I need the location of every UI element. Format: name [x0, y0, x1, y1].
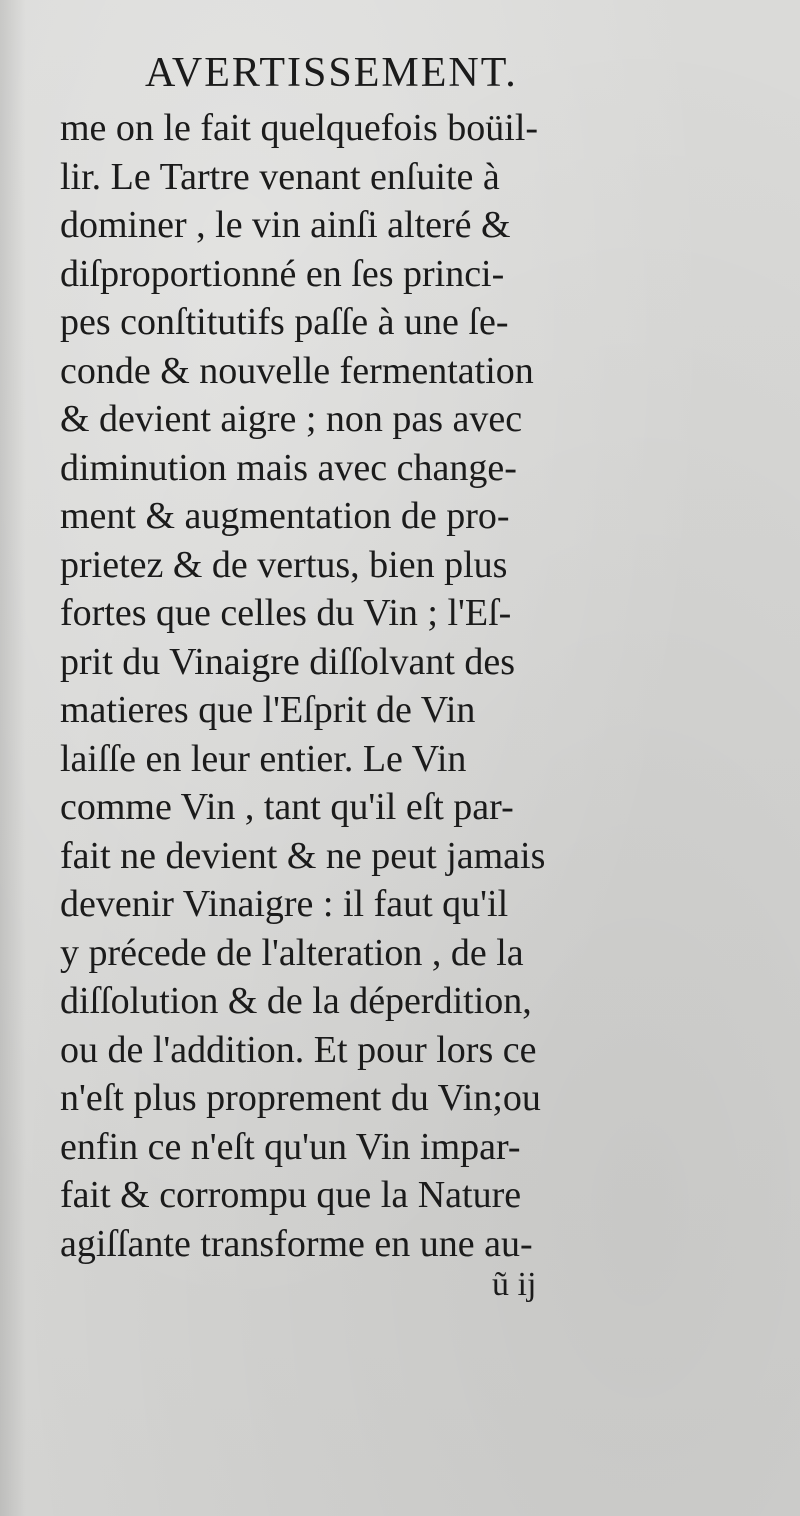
text-line: comme Vin , tant qu'il eſt par- [60, 786, 514, 828]
text-line: ou de l'addition. Et pour lors ce [60, 1028, 537, 1071]
page-gutter-shadow [0, 0, 26, 1516]
text-line: enfin ce n'eſt qu'un Vin impar- [60, 1125, 521, 1168]
text-line: & devient aigre ; non pas avec [60, 398, 523, 440]
text-line: pes conſtitutifs paſſe à une ſe- [60, 301, 509, 343]
text-line: y précede de l'alteration , de la [60, 931, 524, 974]
text-line: fait ne devient & ne peut jamais [60, 834, 546, 877]
text-line: n'eſt plus proprement du Vin;ou [60, 1077, 541, 1119]
text-line: diſſolution & de la déperdition, [60, 980, 532, 1022]
text-line: dominer , le vin ainſi alteré & [60, 204, 511, 246]
running-head: AVERTISSEMENT. [145, 50, 518, 96]
text-line: prit du Vinaigre diſſolvant des [60, 640, 516, 683]
text-line: agiſſante transforme en une au- [60, 1222, 533, 1265]
text-line: fortes que celles du Vin ; l'Eſ- [60, 592, 512, 634]
text-line: me on le fait quelquefois boüil- [60, 107, 539, 149]
text-line: diſproportionné en ſes princi- [60, 252, 505, 295]
text-line: diminution mais avec change- [60, 446, 517, 489]
text-line: fait & corrompu que la Nature [60, 1174, 522, 1216]
text-line: devenir Vinaigre : il faut qu'il [60, 883, 509, 925]
text-line: lir. Le Tartre venant enſuite à [60, 155, 500, 198]
text-line: conde & nouvelle fermentation [60, 349, 534, 392]
body-text [60, 104, 660, 1268]
text-line: matieres que l'Eſprit de Vin [60, 689, 476, 731]
text-line: prietez & de vertus, bien plus [60, 543, 508, 586]
signature-mark: ũ ij [492, 1266, 537, 1303]
text-line: ment & augmentation de pro- [60, 495, 510, 537]
text-line: laiſſe en leur entier. Le Vin [60, 737, 467, 780]
